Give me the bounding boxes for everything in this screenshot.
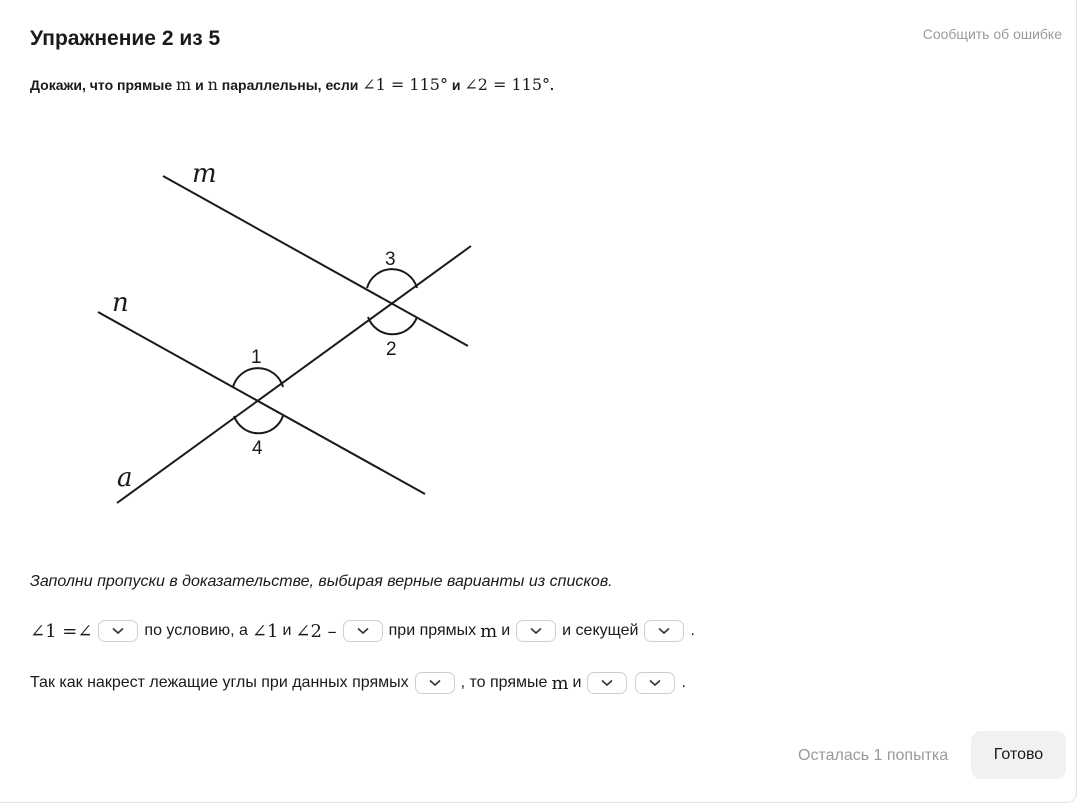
dropdown-angle-select[interactable] (98, 620, 138, 642)
dropdown-second-line[interactable] (516, 620, 556, 642)
angle-3-label: 3 (385, 249, 396, 270)
proof-text-and-3: и (572, 674, 582, 691)
task-angle-2: ∠2 = 115° (464, 75, 551, 94)
attempts-remaining: Осталась 1 попытка (798, 747, 949, 764)
proof-text-then-lines: , то прямые (460, 674, 548, 691)
dropdown-line-choice[interactable] (587, 672, 627, 694)
task-angle-1: ∠1 = 115° (362, 75, 448, 94)
proof-angle-eq: ∠1 =∠ (30, 620, 93, 642)
exercise-title: Упражнение 2 из 5 (30, 27, 221, 50)
chevron-down-icon (601, 679, 613, 687)
line-n (98, 312, 425, 494)
angle-1-label: 1 (251, 347, 262, 368)
chevron-down-icon (649, 679, 661, 687)
proof-line-m: m (480, 620, 498, 642)
line-m-label: m (192, 159, 217, 189)
proof-angle-2: ∠2 – (295, 620, 337, 642)
proof-text-secant: и секущей (562, 622, 639, 639)
instruction-text: Заполни пропуски в доказательстве, выбирая верные варианты из списков. (30, 573, 613, 590)
chevron-down-icon (530, 627, 542, 635)
line-a (117, 246, 471, 503)
task-text-4: и (447, 77, 465, 93)
angle-4-arc (234, 416, 283, 433)
dropdown-conclusion[interactable] (635, 672, 675, 694)
line-n-label: n (112, 288, 129, 318)
proof-text-at-lines: при прямых (388, 622, 477, 639)
task-statement (30, 75, 554, 94)
angle-3-arc (367, 269, 417, 288)
dropdown-angle-type[interactable] (343, 620, 383, 642)
line-m (163, 176, 468, 346)
proof-text-since: Так как накрест лежащие углы при данных прямых (30, 674, 409, 691)
task-text-2: и (191, 77, 208, 93)
chevron-down-icon (112, 627, 124, 635)
task-line-n: n (207, 75, 218, 94)
chevron-down-icon (429, 679, 441, 687)
chevron-down-icon (658, 627, 670, 635)
task-line-m: m (176, 75, 192, 94)
angle-2-label: 2 (386, 339, 397, 360)
dropdown-angle-relation[interactable] (415, 672, 455, 694)
proof-line-1 (30, 620, 699, 642)
report-error-link[interactable]: Сообщить об ошибке (922, 26, 1062, 42)
angle-4-label: 4 (252, 438, 263, 459)
proof-text-period-2: . (681, 674, 686, 691)
geometry-figure (80, 140, 500, 520)
proof-angle-1: ∠1 (251, 620, 279, 642)
angle-1-arc (233, 368, 283, 387)
proof-text-and-2: и (501, 622, 511, 639)
proof-line-2 (30, 672, 690, 694)
proof-text-period: . (690, 622, 695, 639)
task-text-5: . (550, 77, 554, 93)
angle-2-arc (368, 317, 417, 334)
dropdown-secant[interactable] (644, 620, 684, 642)
task-text-1: Докажи, что прямые (30, 77, 177, 93)
line-a-label: a (117, 463, 133, 493)
chevron-down-icon (357, 627, 369, 635)
task-text-3: параллельны, если (217, 77, 363, 93)
proof-text-and: и (282, 622, 292, 639)
done-button[interactable]: Готово (971, 731, 1066, 779)
proof-line-m-2: m (551, 672, 569, 694)
proof-text-by-condition: по условию, а (144, 622, 248, 639)
